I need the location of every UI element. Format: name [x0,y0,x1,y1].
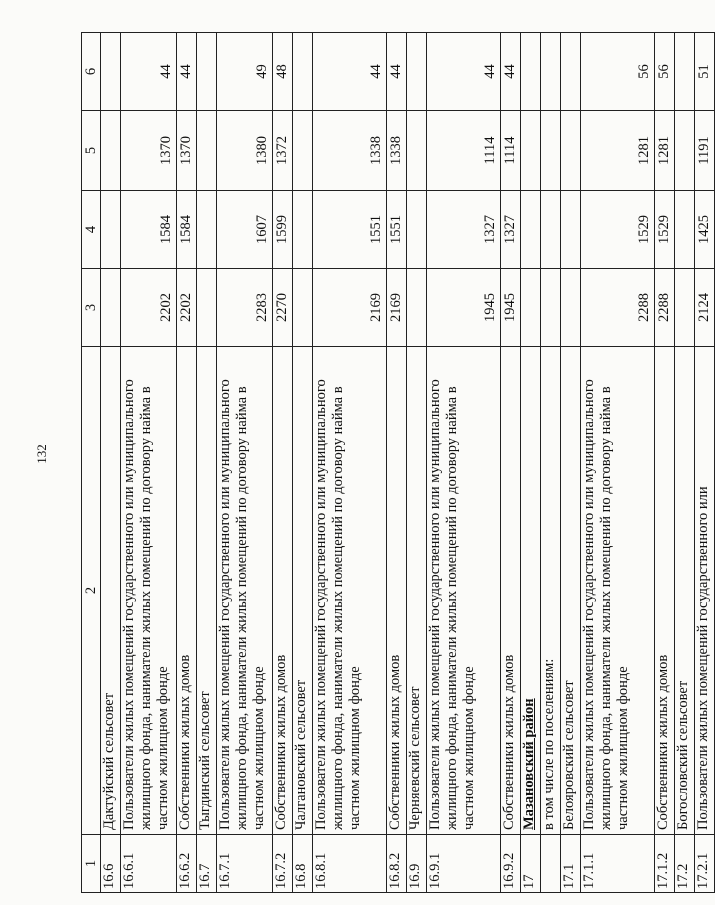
value-cell [561,33,581,111]
table-header-row [82,33,101,893]
value-cell: 44 [177,33,197,111]
table-row [121,33,177,893]
value-cell: 1191 [695,111,715,191]
row-description-cell: Собственники жилых домов [655,347,675,835]
value-cell: 48 [273,33,293,111]
tariff-table [81,32,715,893]
row-number-cell: 16.7.1 [217,835,273,893]
column-header: 6 [82,33,101,111]
row-number-cell: 17.2 [675,835,695,893]
value-cell [407,111,427,191]
row-description-cell: Собственники жилых домов [501,347,521,835]
row-number-cell: 16.7.2 [273,835,293,893]
rotated-table-area [81,33,712,893]
row-number-cell: 17 [521,835,541,893]
row-number-cell: 16.8.2 [387,835,407,893]
value-cell: 1327 [501,191,521,269]
row-description-cell: Белояровский сельсовет [561,347,581,835]
table-row [387,33,407,893]
value-cell: 2124 [695,269,715,347]
value-cell: 49 [217,33,273,111]
value-cell: 1584 [121,191,177,269]
value-cell: 1338 [313,111,387,191]
value-cell [561,111,581,191]
row-description-cell: Пользователи жилых помещений государственного или [695,347,715,835]
row-description-cell: в том числе по поселениям: [541,347,561,835]
value-cell: 1945 [427,269,501,347]
table-row [293,33,313,893]
row-description-cell: Собственники жилых домов [387,347,407,835]
table-row [581,33,655,893]
value-cell: 1372 [273,111,293,191]
value-cell [407,269,427,347]
column-header: 1 [82,835,101,893]
value-cell [561,191,581,269]
row-description-cell: Собственники жилых домов [273,347,293,835]
value-cell [197,33,217,111]
row-number-cell: 17.1.1 [581,835,655,893]
value-cell: 44 [121,33,177,111]
value-cell: 1529 [655,191,675,269]
row-number-cell: 17.1.2 [655,835,675,893]
value-cell: 1281 [581,111,655,191]
value-cell: 1599 [273,191,293,269]
value-cell [675,269,695,347]
value-cell [541,33,561,111]
value-cell: 1338 [387,111,407,191]
value-cell: 51 [695,33,715,111]
value-cell [197,269,217,347]
table-row [177,33,197,893]
value-cell: 1584 [177,191,197,269]
value-cell [407,33,427,111]
table-row [521,33,541,893]
row-description-cell: Пользователи жилых помещений государственного или муниципального жилищного фонда, наниматели жилых помещений по договору найма в частном жилищном фонде [427,347,501,835]
value-cell [675,111,695,191]
value-cell [521,33,541,111]
row-number-cell: 16.9 [407,835,427,893]
value-cell [197,111,217,191]
value-cell [293,191,313,269]
value-cell: 44 [501,33,521,111]
row-description-cell: Богословский сельсовет [675,347,695,835]
table-row [501,33,521,893]
value-cell: 1114 [501,111,521,191]
value-cell: 44 [427,33,501,111]
value-cell [541,269,561,347]
value-cell: 56 [581,33,655,111]
value-cell: 44 [387,33,407,111]
value-cell: 1551 [387,191,407,269]
value-cell [293,33,313,111]
row-number-cell [541,835,561,893]
value-cell [521,191,541,269]
column-header: 4 [82,191,101,269]
row-number-cell: 16.8.1 [313,835,387,893]
value-cell: 2288 [581,269,655,347]
value-cell: 2202 [121,269,177,347]
value-cell: 1327 [427,191,501,269]
row-description-cell: Собственники жилых домов [177,347,197,835]
row-description-cell: Тыгдинский сельсовет [197,347,217,835]
value-cell: 1607 [217,191,273,269]
value-cell: 2270 [273,269,293,347]
value-cell [541,111,561,191]
value-cell: 1370 [177,111,197,191]
value-cell [293,269,313,347]
value-cell [675,191,695,269]
column-header: 3 [82,269,101,347]
row-description-cell: Пользователи жилых помещений государственного или муниципального жилищного фонда, наниматели жилых помещений по договору найма в частном жилищном фонде [313,347,387,835]
value-cell: 1945 [501,269,521,347]
value-cell: 1281 [655,111,675,191]
table-row [101,33,121,893]
value-cell: 2169 [313,269,387,347]
table-row [217,33,273,893]
value-cell [293,111,313,191]
table-row [675,33,695,893]
row-description-cell: Пользователи жилых помещений государственного или муниципального жилищного фонда, наниматели жилых помещений по договору найма в частном жилищном фонде [121,347,177,835]
value-cell [101,191,121,269]
row-description-cell: Мазановский район [521,347,541,835]
value-cell [407,191,427,269]
column-header: 5 [82,111,101,191]
value-cell: 56 [655,33,675,111]
value-cell: 44 [313,33,387,111]
row-number-cell: 16.9.2 [501,835,521,893]
value-cell [541,191,561,269]
row-number-cell: 17.1 [561,835,581,893]
value-cell: 2283 [217,269,273,347]
row-description-cell: Пользователи жилых помещений государственного или муниципального жилищного фонда, наниматели жилых помещений по договору найма в частном жилищном фонде [217,347,273,835]
value-cell [675,33,695,111]
row-number-cell: 16.6 [101,835,121,893]
value-cell: 1529 [581,191,655,269]
row-number-cell: 16.6.1 [121,835,177,893]
table-row [197,33,217,893]
value-cell: 1380 [217,111,273,191]
value-cell: 1370 [121,111,177,191]
table-row [427,33,501,893]
row-number-cell: 16.6.2 [177,835,197,893]
table-row [541,33,561,893]
value-cell: 1114 [427,111,501,191]
table-row [313,33,387,893]
value-cell [521,111,541,191]
value-cell [101,111,121,191]
value-cell: 2169 [387,269,407,347]
value-cell: 1425 [695,191,715,269]
value-cell: 2288 [655,269,675,347]
table-row [407,33,427,893]
value-cell [197,191,217,269]
row-description-cell: Чалгановский сельсовет [293,347,313,835]
tariff-table-sheet [81,33,712,893]
table-row [561,33,581,893]
row-number-cell: 16.9.1 [427,835,501,893]
row-description-cell: Дактуйский сельсовет [101,347,121,835]
row-number-cell: 16.7 [197,835,217,893]
value-cell: 2202 [177,269,197,347]
row-description-cell: Пользователи жилых помещений государственного или муниципального жилищного фонда, наниматели жилых помещений по договору найма в частном жилищном фонде [581,347,655,835]
value-cell: 1551 [313,191,387,269]
column-header: 2 [82,347,101,835]
page-number: 132 [34,444,49,464]
row-number-cell: 16.8 [293,835,313,893]
row-description-cell: Черняевский сельсовет [407,347,427,835]
value-cell [561,269,581,347]
value-cell [521,269,541,347]
table-row [655,33,675,893]
table-row [695,33,715,893]
row-number-cell: 17.2.1 [695,835,715,893]
table-row [273,33,293,893]
value-cell [101,269,121,347]
value-cell [101,33,121,111]
